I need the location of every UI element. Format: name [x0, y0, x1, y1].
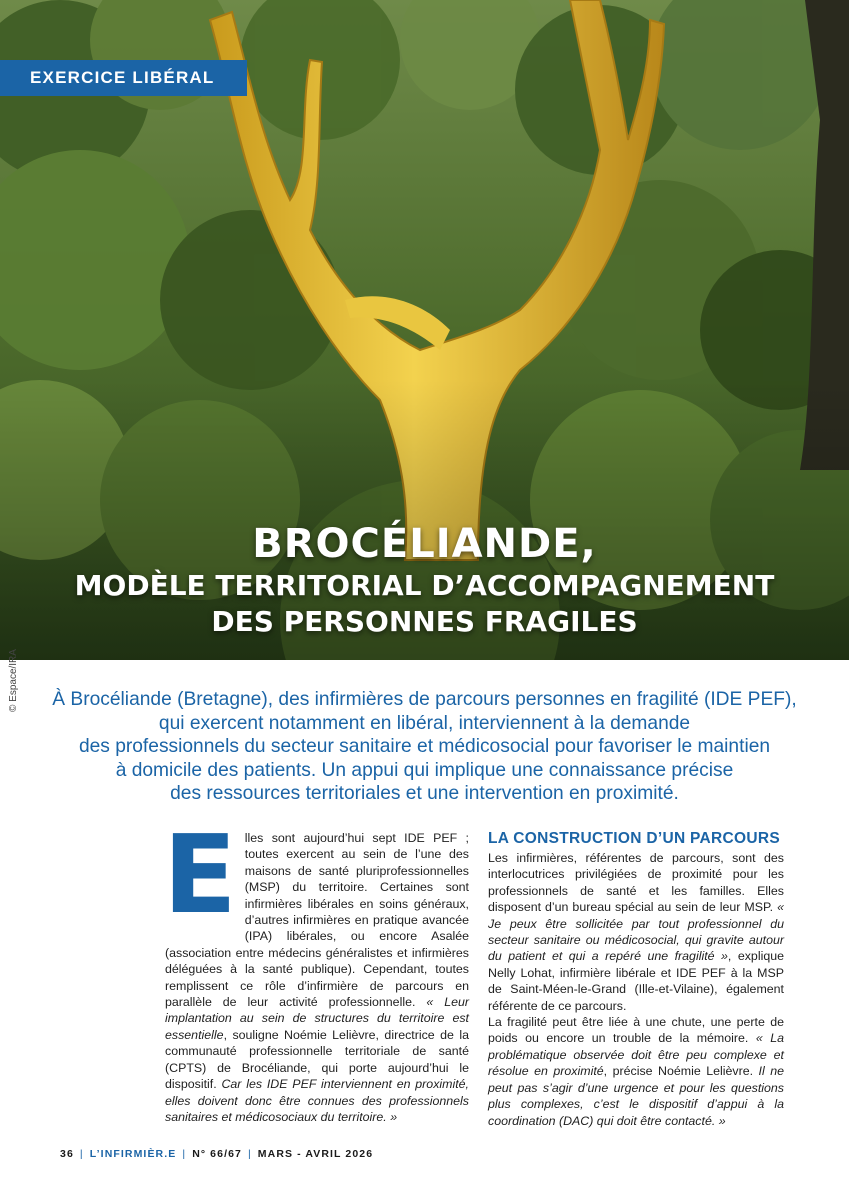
drop-cap: E	[163, 813, 237, 938]
body-text: , souligne Noémie Lelièvre, directrice de la communauté professionnelle territoriale de santé (CPTS) de Brocéliande, qui porte aujourd’hui le dispositif.	[165, 1027, 469, 1092]
lead-line: qui exercent notamment en libéral, interviennent à la demande	[158, 712, 691, 734]
magazine-name: L’INFIRMIÈR.E	[89, 1148, 177, 1160]
lead-line: À Brocéliande (Bretagne), des infirmières de parcours personnes en fragilité (IDE PEF),	[52, 689, 797, 710]
body-paragraph	[488, 1014, 784, 1129]
body-paragraph	[488, 850, 784, 1014]
body-column-left	[163, 813, 469, 1125]
title-line-2: MODÈLE TERRITORIAL D’ACCOMPAGNEMENT	[74, 569, 775, 602]
quote-text: « Je peux être sollicitée par tout professionnel du secteur sanitaire ou médicosocial, qui gravite autour du patient et qui a repéré une fragilité »	[488, 900, 784, 964]
body-text: La fragilité peut être liée à une chute, une perte de poids ou encore un trouble de la mémoire.	[488, 1015, 784, 1046]
issue-date: MARS - AVRIL 2026	[257, 1148, 374, 1160]
lead-line: des professionnels du secteur sanitaire et médicosocial pour favoriser le maintien	[78, 736, 771, 757]
photo-credit: © Espace/IRA	[8, 649, 19, 712]
issue-number: N° 66/67	[192, 1148, 242, 1160]
lead-line: des ressources territoriales et une intervention en proximité.	[170, 783, 679, 804]
quote-text: Il ne peut pas s’agir d’une urgence et pour les questions plus complexes, c’est le dispositif d’appui à la coordination (DAC) qui doit être contacté. »	[488, 1064, 785, 1128]
page-number: 36	[60, 1148, 74, 1160]
body-text: , précise Noémie Lelièvre.	[603, 1064, 759, 1079]
lead-line: à domicile des patients. Un appui qui implique une connaissance précise	[115, 759, 734, 781]
section-label: EXERCICE LIBÉRAL	[0, 60, 247, 96]
quote-text: « Leur implantation au sein de structures du territoire est essentielle	[165, 995, 469, 1042]
body-text: , explique Nelly Lohat, infirmière libérale et IDE PEF à la MSP de Saint-Méen-le-Grand (Ille-et-Vilaine), également référente de ce parcours.	[488, 949, 785, 1013]
body-text: lles sont aujourd’hui sept IDE PEF ; toutes exercent au sein de l’une des maisons de santé pluriprofessionnelles (MSP) du territoire. Certaines sont infirmières libérales en soins généraux, d’autres infirmières en pratique avancée (IPA) libérales, ou encore Asalée (association entre médecins généralistes et infirmières déléguées à la santé publique). Cependant, toutes remplissent ce rôle d’infirmière de parcours en parallèle de leur activité professionnelle.	[165, 831, 469, 1010]
title-line-1: BROCÉLIANDE,	[252, 521, 597, 567]
page-footer: 36 | L’INFIRMIÈR.E | N° 66/67 | MARS - AVRIL 2026	[60, 1148, 374, 1160]
title-line-3: DES PERSONNES FRAGILES	[211, 605, 638, 638]
section-subheading: LA CONSTRUCTION D’UN PARCOURS	[488, 830, 780, 847]
body-text: Les infirmières, référentes de parcours, sont des interlocutrices privilégiées de proximité pour les professionnels de santé et les familles. Elles disposent d’un bureau spécial au sein de leur MSP.	[488, 851, 784, 915]
quote-text: Car les IDE PEF interviennent en proximité, elles doivent donc être connues des professionnels sanitaires et médicosociaux du territoire. »	[165, 1077, 469, 1124]
quote-text: « La problématique observée doit être peu complexe et résolue en proximité	[488, 1031, 784, 1079]
body-column-right	[488, 830, 784, 1129]
article-lead	[50, 688, 799, 806]
article-title	[0, 520, 849, 640]
